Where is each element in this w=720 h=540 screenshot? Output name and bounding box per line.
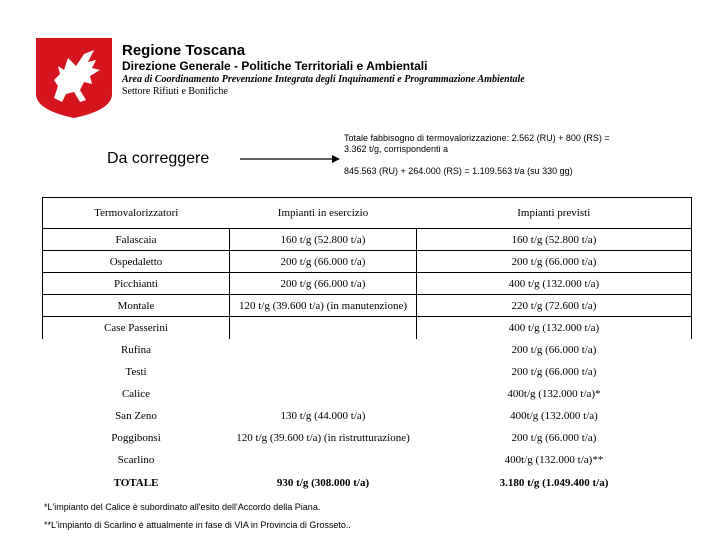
total-current: 930 t/g (308.000 t/a) (276, 476, 370, 489)
table-row (43, 273, 692, 295)
current-capacity: 200 t/g (66.000 t/a) (230, 273, 417, 295)
header-cell: Impianti previsti (417, 198, 692, 229)
planned-capacity: 200 t/g (66.000 t/a) (511, 343, 597, 356)
org-name: Regione Toscana (122, 42, 246, 59)
total-label: TOTALE (113, 476, 159, 489)
current-capacity (230, 383, 417, 405)
area-name: Area di Coordinamento Prevenzione Integrata degli Inquinamenti e Programmazione Ambientale (122, 74, 525, 85)
current-capacity (230, 317, 417, 339)
arrow-right-icon (240, 151, 340, 167)
plant-name: Ospedaletto (43, 251, 230, 273)
table-row (43, 449, 692, 471)
table-row (43, 295, 692, 317)
total-planned: 3.180 t/g (1.049.400 t/a) (499, 476, 609, 489)
plant-name: Montale (43, 295, 230, 317)
planned-capacity: 400 t/g (132.000 t/a) (417, 273, 692, 295)
planned-capacity: 220 t/g (72.600 t/a) (417, 295, 692, 317)
current-capacity: 160 t/g (52.800 t/a) (230, 229, 417, 251)
plant-name: Poggibonsi (111, 431, 161, 444)
requirement-note (344, 133, 694, 177)
current-capacity (230, 449, 417, 471)
table-row (43, 229, 692, 251)
plant-name: Calice (121, 387, 151, 400)
footnote-calice: *L'impianto del Calice è subordinato all'esito dell'Accordo della Piana. (44, 502, 321, 512)
plant-name: Case Passerini (43, 317, 230, 339)
current-capacity: 120 t/g (39.600 t/a) (in manutenzione) (230, 295, 417, 317)
planned-capacity: 400t/g (132.000 t/a)* (507, 387, 601, 400)
current-capacity (230, 339, 417, 361)
organization-header (122, 42, 525, 98)
table-row (43, 361, 692, 383)
table-row (43, 427, 692, 449)
sector-name: Settore Rifiuti e Bonifiche (122, 86, 228, 97)
note-line-1: Totale fabbisogno di termovalorizzazione: 2.562 (RU) + 800 (RS) = (344, 133, 610, 143)
planned-capacity: 400 t/g (132.000 t/a) (417, 317, 692, 339)
plant-name: Testi (125, 365, 147, 378)
regione-toscana-logo (34, 36, 114, 120)
plant-name: Picchianti (43, 273, 230, 295)
plant-name: Rufina (121, 343, 151, 356)
current-capacity: 200 t/g (66.000 t/a) (230, 251, 417, 273)
current-capacity: 130 t/g (44.000 t/a) (280, 409, 366, 422)
table-header-row (43, 198, 692, 229)
note-line-3: 845.563 (RU) + 264.000 (RS) = 1.109.563 t/a (su 330 gg) (344, 166, 573, 176)
current-capacity: 120 t/g (39.600 t/a) (in ristrutturazione) (236, 431, 410, 444)
footnote-scarlino: **L'impianto di Scarlino è attualmente in fase di VIA in Provincia di Grosseto.. (44, 520, 351, 530)
current-capacity (230, 361, 417, 383)
table-total-row (43, 471, 692, 495)
planned-capacity: 200 t/g (66.000 t/a) (417, 251, 692, 273)
header-cell: Impianti in esercizio (230, 198, 417, 229)
planned-capacity: 160 t/g (52.800 t/a) (417, 229, 692, 251)
planned-capacity: 400t/g (132.000 t/a)** (504, 453, 604, 466)
plant-name: Falascaia (43, 229, 230, 251)
correction-label: Da correggere (107, 150, 210, 167)
department-name: Direzione Generale - Politiche Territoriali e Ambientali (122, 59, 428, 73)
table-row (43, 405, 692, 427)
table-row (43, 251, 692, 273)
incinerators-table (42, 197, 692, 495)
plant-name: San Zeno (115, 409, 157, 422)
planned-capacity: 200 t/g (66.000 t/a) (511, 431, 597, 444)
header-cell: Termovalorizzatori (43, 198, 230, 229)
planned-capacity: 200 t/g (66.000 t/a) (511, 365, 597, 378)
note-line-2: 3.362 t/g, corrispondenti a (344, 144, 449, 154)
table-row (43, 383, 692, 405)
planned-capacity: 400t/g (132.000 t/a) (510, 409, 598, 422)
plant-name: Scarlino (117, 453, 155, 466)
pegasus-logo-icon (34, 36, 114, 120)
table-row (43, 339, 692, 361)
table-row (43, 317, 692, 339)
